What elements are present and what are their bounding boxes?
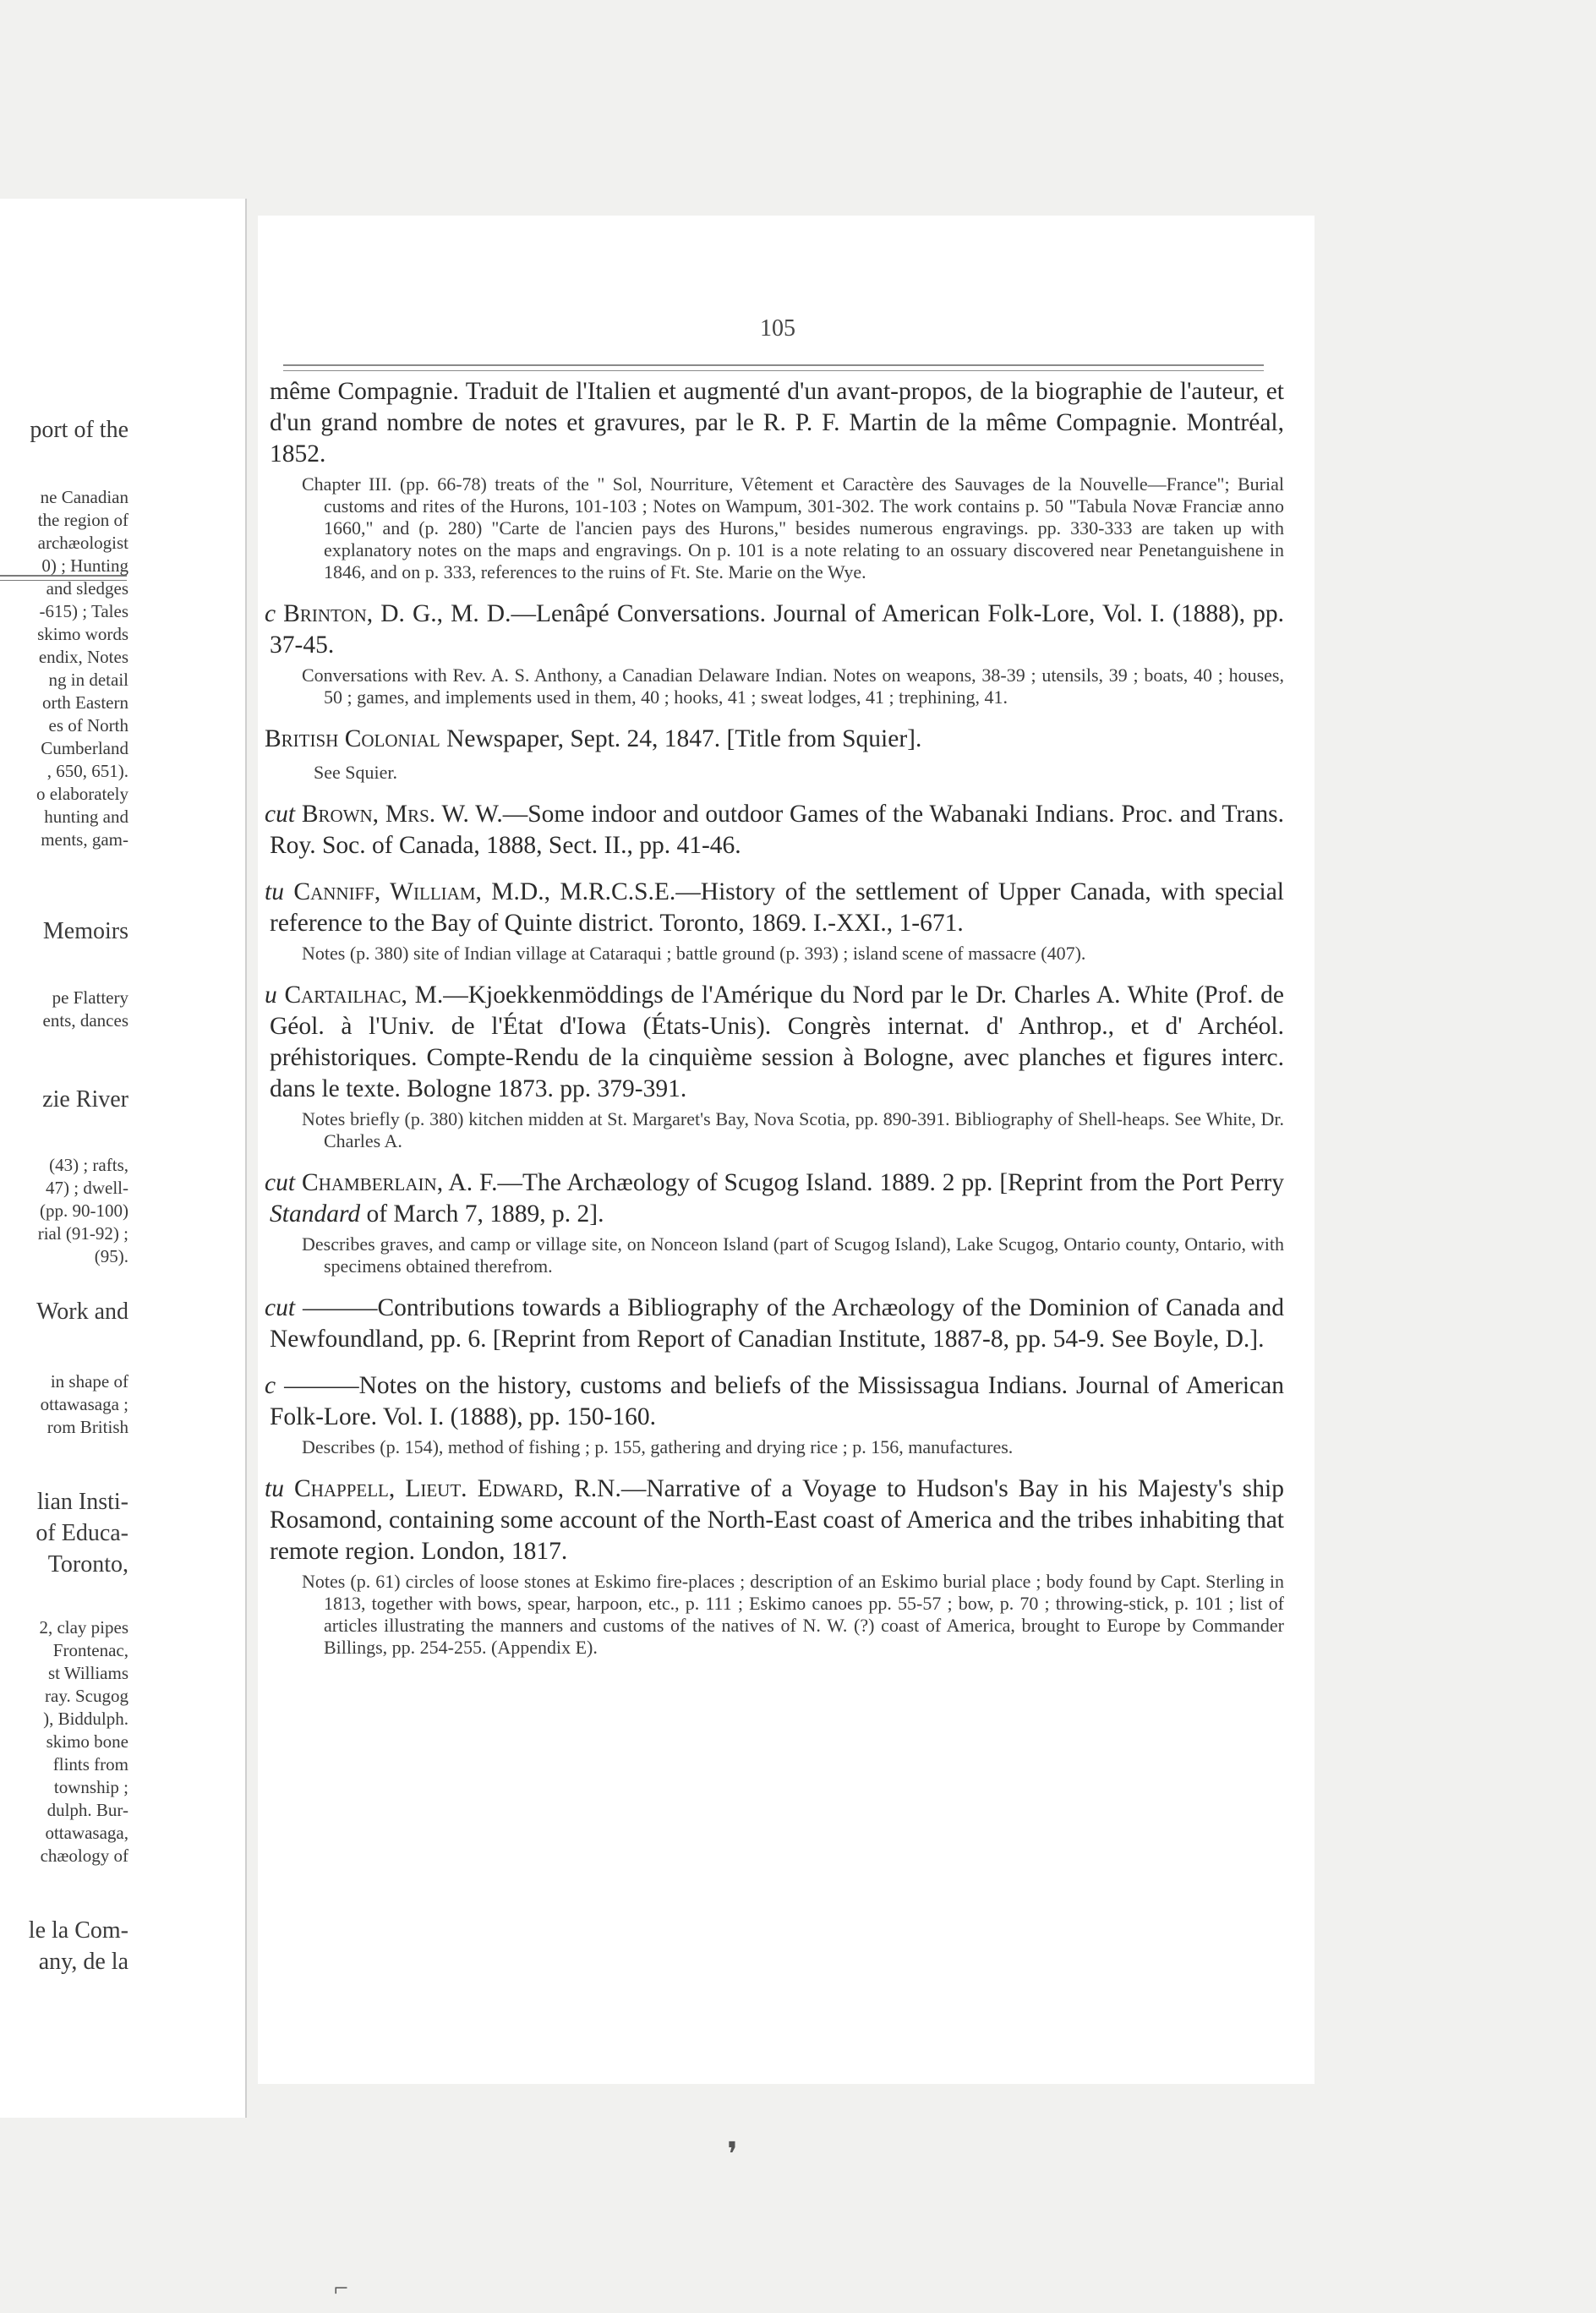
entry-author: ——— <box>303 1294 378 1321</box>
left-page-line: ), Biddulph. <box>43 1709 128 1729</box>
left-page-line: skimo words <box>37 624 128 644</box>
bibliography-entry <box>265 724 1284 784</box>
entry-body: Contributions towards a Bibliography of the Archæology of the Dominion of Canada and Newfoundland, pp. 6. [Reprint from Report of Canadian Institute, 1887-8, pp. 54-9. See Boyle, D.]. <box>270 1294 1284 1353</box>
left-page-line: township ; <box>53 1777 128 1797</box>
entry-italic: Standard <box>270 1200 361 1228</box>
left-page-line: o elaborately <box>36 784 128 804</box>
header-rule <box>283 364 1264 371</box>
entry-mark: u <box>265 982 277 1009</box>
left-page-line: hunting and <box>44 807 128 827</box>
entry-body: —History of the settlement of Upper Canada, with special reference to the Bay of Quinte district. Toronto, 1869. I.-XXI., 1-671. <box>270 878 1285 937</box>
ink-smudge: ⌐ <box>334 2274 348 2302</box>
left-page-line: chæology of <box>40 1845 128 1866</box>
left-page-line: zie River <box>42 1086 128 1113</box>
entry-author: Canniff, William, M.D., M.R.C.S.E. <box>293 878 676 905</box>
left-page-line: rial (91-92) ; <box>37 1223 128 1244</box>
left-page-line: of Educa- <box>36 1520 128 1546</box>
left-page-line: the region of <box>37 510 128 530</box>
left-page-line: (43) ; rafts, <box>49 1155 128 1175</box>
left-page-line: dulph. Bur- <box>46 1800 128 1820</box>
left-page-line: Work and <box>36 1299 128 1325</box>
entry-author: Chamberlain, A. F. <box>302 1169 498 1196</box>
entry-text <box>265 877 1285 939</box>
entry-mark: c <box>265 600 276 627</box>
entry-note: Describes graves, and camp or village site, on Nonceon Island (part of Scugog Island), Lake Scugog, Ontario county, Ontario, with specimens obtained therefrom. <box>302 1233 1284 1277</box>
left-page-line: ents, dances <box>42 1010 128 1031</box>
entry-body: —Narrative of a Voyage to Hudson's Bay in his Majesty's ship Rosamond, containing some account of the North-East coast of America and the tribes inhabiting that remote region. London, 1817. <box>270 1475 1284 1565</box>
left-page-line: pe Flattery <box>52 987 128 1008</box>
left-page-line: st Williams <box>47 1663 128 1683</box>
left-page-line: Frontenac, <box>52 1640 128 1660</box>
entry-text <box>265 1293 1284 1355</box>
left-page-line: rom British <box>46 1417 128 1437</box>
bibliography-entry <box>265 1474 1284 1659</box>
entry-text <box>265 980 1285 1105</box>
bibliography-entry <box>265 1167 1284 1277</box>
entry-body: Notes on the history, customs and beliefs of the Mississagua Indians. Journal of American Folk-Lore. Vol. I. (1888), pp. 150-160. <box>270 1372 1284 1430</box>
entry-text <box>265 1474 1284 1567</box>
entry-mark: tu <box>265 1475 284 1502</box>
left-page-line: any, de la <box>38 1949 128 1975</box>
entry-text <box>265 1167 1284 1230</box>
left-page-line: 47) ; dwell- <box>46 1178 128 1198</box>
entry-text <box>265 599 1285 661</box>
left-page-line: Toronto, <box>47 1551 128 1578</box>
left-page-line: ng in detail <box>48 670 128 690</box>
entry-text <box>270 376 1284 470</box>
left-page-line: skimo bone <box>46 1731 128 1752</box>
ink-smudge: ❜ <box>727 2135 738 2174</box>
entry-mark: c <box>265 1372 276 1399</box>
left-page-line: , 650, 651). <box>46 761 128 781</box>
page-number: 105 <box>760 315 795 342</box>
entry-text <box>265 799 1284 861</box>
entry-note: Notes (p. 380) site of Indian village at Cataraqui ; battle ground (p. 393) ; island scene of massacre (407). <box>302 943 1086 964</box>
entry-author: Chappell, Lieut. Edward, R.N. <box>294 1475 621 1502</box>
entry-body-cont: of March 7, 1889, p. 2]. <box>360 1200 604 1228</box>
page <box>258 216 1315 2084</box>
entry-author: Brown, Mrs. W. W. <box>301 801 503 828</box>
left-page-line: endix, Notes <box>38 647 128 667</box>
entry-note: Notes briefly (p. 380) kitchen midden at St. Margaret's Bay, Nova Scotia, pp. 890-391. Bibliography of Shell-heaps. See White, Dr. Charles A. <box>302 1108 1284 1151</box>
left-page-line: port of the <box>30 417 128 443</box>
left-page-line: and sledges <box>46 578 128 599</box>
left-page-line: -615) ; Tales <box>39 601 128 621</box>
left-page-line: ments, gam- <box>41 829 128 850</box>
entry-note: Describes (p. 154), method of fishing ; p. 155, gathering and drying rice ; p. 156, manufactures. <box>302 1436 1014 1457</box>
bibliography-entry <box>265 1370 1284 1458</box>
left-page-line: 0) ; Hunting <box>41 555 128 576</box>
left-page-line: le la Com- <box>28 1917 128 1944</box>
previous-page-strip <box>0 199 247 2118</box>
left-page-line: flints from <box>52 1754 128 1774</box>
bibliography-entry <box>265 799 1284 861</box>
left-page-line: ne Canadian <box>40 487 128 507</box>
left-page-line: es of North <box>48 715 128 735</box>
left-page-line: lian Insti- <box>36 1489 128 1515</box>
left-page-line: ray. Scugog <box>45 1686 128 1706</box>
left-page-line: (pp. 90-100) <box>40 1200 128 1221</box>
entry-text <box>265 1370 1284 1433</box>
entry-mark: cut <box>265 1294 296 1321</box>
entry-body: Newspaper, Sept. 24, 1847. [Title from Squier]. <box>440 725 922 752</box>
bibliography-entries <box>265 376 1285 1674</box>
entry-note: Conversations with Rev. A. S. Anthony, a Canadian Delaware Indian. Notes on weapons, 38-39 ; utensils, 39 ; boats, 40 ; houses, 50 ; games, and implements used in them, 40 ; hooks, 41 ; sweat lodges, 41 ; trephining, 41. <box>302 664 1284 708</box>
bibliography-entry <box>265 599 1285 708</box>
entry-body: —Kjoekkenmöddings de l'Amérique du Nord par le Dr. Charles A. White (Prof. de Géol. à l'Univ. de l'État d'Iowa (États-Unis). Congrès internat. d' Anthrop., et d' Archéol. préhistoriques. Compte-Rendu de la cinquième session à Bologne, avec planches et figures interc. dans le texte. Bologne 1873. pp. 379-391. <box>270 982 1285 1102</box>
entry-author: British Colonial <box>265 725 440 752</box>
entry-author: Cartailhac, M. <box>284 982 444 1009</box>
bibliography-entry <box>265 877 1285 965</box>
left-page-line: Cumberland <box>41 738 128 758</box>
entry-text <box>265 724 1284 755</box>
entry-mark: cut <box>265 801 296 828</box>
entry-body: —Lenâpé Conversations. Journal of American Folk-Lore, Vol. I. (1888), pp. 37-45. <box>270 600 1285 659</box>
left-page-line: ottawasaga ; <box>40 1394 128 1414</box>
left-page-line: 2, clay pipes <box>39 1617 128 1638</box>
entry-body: même Compagnie. Traduit de l'Italien et augmenté d'un avant-propos, de la biographie de l'auteur, et d'un grand nombre de notes et gravures, par le R. P. F. Martin de la même Compagnie. Montréal, 1852. <box>270 378 1284 468</box>
entry-author: ——— <box>284 1372 359 1399</box>
entry-author: Brinton, D. G., M. D. <box>283 600 511 627</box>
entry-mark: tu <box>265 878 284 905</box>
entry-body: —The Archæology of Scugog Island. 1889. 2 pp. [Reprint from the Port Perry <box>497 1169 1284 1196</box>
entry-note: Notes (p. 61) circles of loose stones at Eskimo fire-places ; description of an Eskimo burial place ; body found by Capt. Sterling in 1813, together with bows, spear, harpoon, etc., p. 111 ; Eskimo canoes pp. 55-57 ; bow, p. 70 ; throwing-stick, p. 101 ; list of articles illustrating the manners and customs of the natives of N. W. (?) coast of America, brought to Europe by Commander Billings, pp. 254-255. (Appendix E). <box>302 1571 1284 1658</box>
entry-see-also: See Squier. <box>314 762 397 783</box>
left-page-line: orth Eastern <box>41 692 128 713</box>
left-page-line: ottawasaga, <box>45 1823 128 1843</box>
left-page-line: Memoirs <box>42 918 128 944</box>
bibliography-entry <box>265 980 1285 1152</box>
entry-body: —Some indoor and outdoor Games of the Wabanaki Indians. Proc. and Trans. Roy. Soc. of Canada, 1888, Sect. II., pp. 41-46. <box>270 801 1284 859</box>
left-page-line: (95). <box>94 1246 128 1266</box>
entry-mark: cut <box>265 1169 296 1196</box>
left-page-line: archæologist <box>37 533 128 553</box>
bibliography-entry <box>265 1293 1284 1355</box>
entry-note: Chapter III. (pp. 66-78) treats of the " Sol, Nourriture, Vêtement et Caractère des Sauvages de la Nouvelle—France"; Burial customs and rites of the Hurons, 101-103 ; Notes on Wampum, 301-302. The work contains p. 50 "Tabula Novæ Franciæ anno 1660," and (p. 280) "Carte de l'ancien pays des Hurons," besides numerous engravings. pp. 330-333 are taken up with explanatory notes on the maps and engravings. On p. 101 is a note relating to an ossuary discovered near Penetanguishene in 1846, and on p. 333, references to the ruins of Ft. Ste. Marie on the Wye. <box>302 473 1284 582</box>
bibliography-entry <box>270 376 1284 583</box>
left-page-line: in shape of <box>50 1371 128 1392</box>
